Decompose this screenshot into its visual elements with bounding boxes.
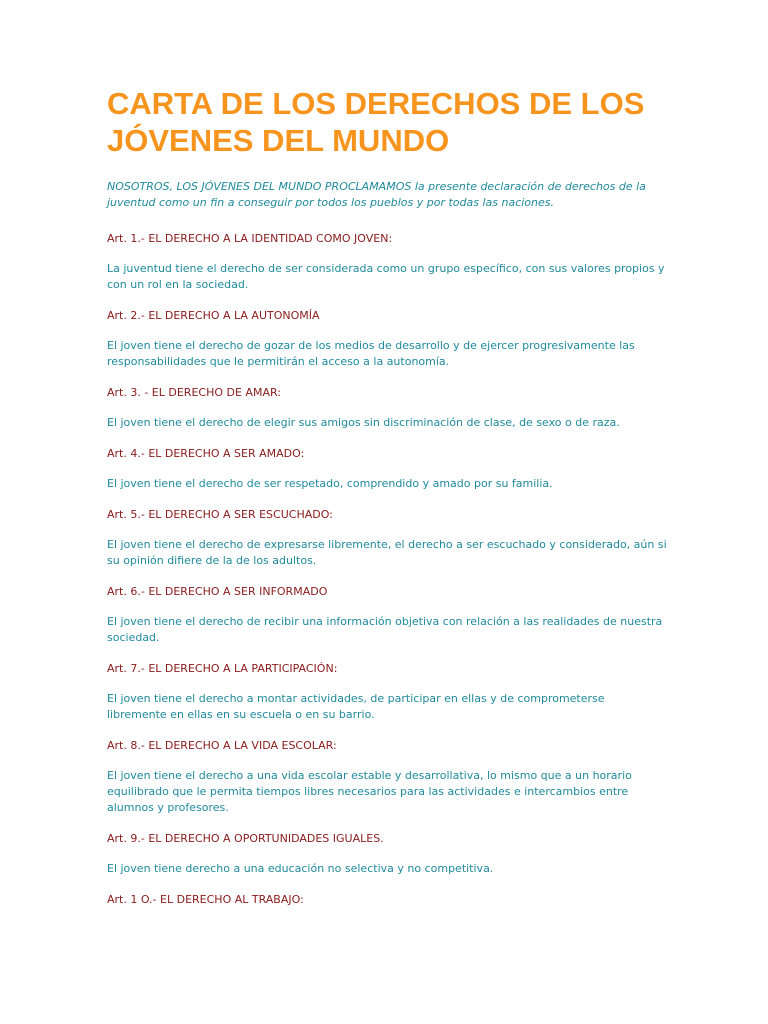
article-body: El joven tiene el derecho de recibir una información objetiva con relación a las realidades de nuestra sociedad. (107, 615, 663, 644)
document-page (107, 85, 667, 922)
article-heading: Art. 1 O.- EL DERECHO AL TRABAJO: (107, 893, 304, 906)
article-1 (107, 231, 667, 293)
article-body: El joven tiene el derecho de elegir sus amigos sin discriminación de clase, de sexo o de raza. (107, 416, 620, 429)
article-body: El joven tiene el derecho de expresarse libremente, el derecho a ser escuchado y considerado, aún si su opinión difiere de la de los adultos. (107, 538, 667, 567)
article-5 (107, 507, 667, 569)
article-body: El joven tiene derecho a una educación no selectiva y no competitiva. (107, 862, 494, 875)
article-heading: Art. 3. - EL DERECHO DE AMAR: (107, 386, 281, 399)
article-body: El joven tiene el derecho de ser respetado, comprendido y amado por su familia. (107, 477, 553, 490)
article-8 (107, 738, 667, 816)
article-heading: Art. 7.- EL DERECHO A LA PARTICIPACIÓN: (107, 662, 338, 675)
article-heading: Art. 9.- EL DERECHO A OPORTUNIDADES IGUALES. (107, 832, 384, 845)
article-body: El joven tiene el derecho a montar actividades, de participar en ellas y de comprometerse libremente en ellas en su escuela o en su barrio. (107, 692, 605, 721)
article-heading: Art. 1.- EL DERECHO A LA IDENTIDAD COMO JOVEN: (107, 232, 393, 245)
article-2 (107, 308, 667, 370)
article-heading: Art. 4.- EL DERECHO A SER AMADO: (107, 447, 305, 460)
article-7 (107, 661, 667, 723)
article-body: El joven tiene el derecho a una vida escolar estable y desarrollativa, lo mismo que a un horario equilibrado que le permita tiempos libres necesarios para las actividades e intercambios entre alumnos y profesores. (107, 769, 632, 814)
document-title: CARTA DE LOS DERECHOS DE LOS JÓVENES DEL MUNDO (107, 86, 645, 158)
document-intro: NOSOTROS, LOS JÓVENES DEL MUNDO PROCLAMAMOS la presente declaración de derechos de la juventud como un fin a conseguir por todos los pueblos y por todas las naciones. (107, 180, 646, 209)
article-heading: Art. 6.- EL DERECHO A SER INFORMADO (107, 585, 328, 598)
article-heading: Art. 2.- EL DERECHO A LA AUTONOMÍA (107, 309, 320, 322)
article-heading: Art. 5.- EL DERECHO A SER ESCUCHADO: (107, 508, 333, 521)
article-10 (107, 892, 667, 908)
article-body: El joven tiene el derecho de gozar de los medios de desarrollo y de ejercer progresivamente las responsabilidades que le permitirán el acceso a la autonomía. (107, 339, 635, 368)
article-3 (107, 385, 667, 431)
article-9 (107, 831, 667, 877)
article-4 (107, 446, 667, 492)
article-heading: Art. 8.- EL DERECHO A LA VIDA ESCOLAR: (107, 739, 337, 752)
article-body: La juventud tiene el derecho de ser considerada como un grupo específico, con sus valores propios y con un rol en la sociedad. (107, 262, 665, 291)
article-6 (107, 584, 667, 646)
